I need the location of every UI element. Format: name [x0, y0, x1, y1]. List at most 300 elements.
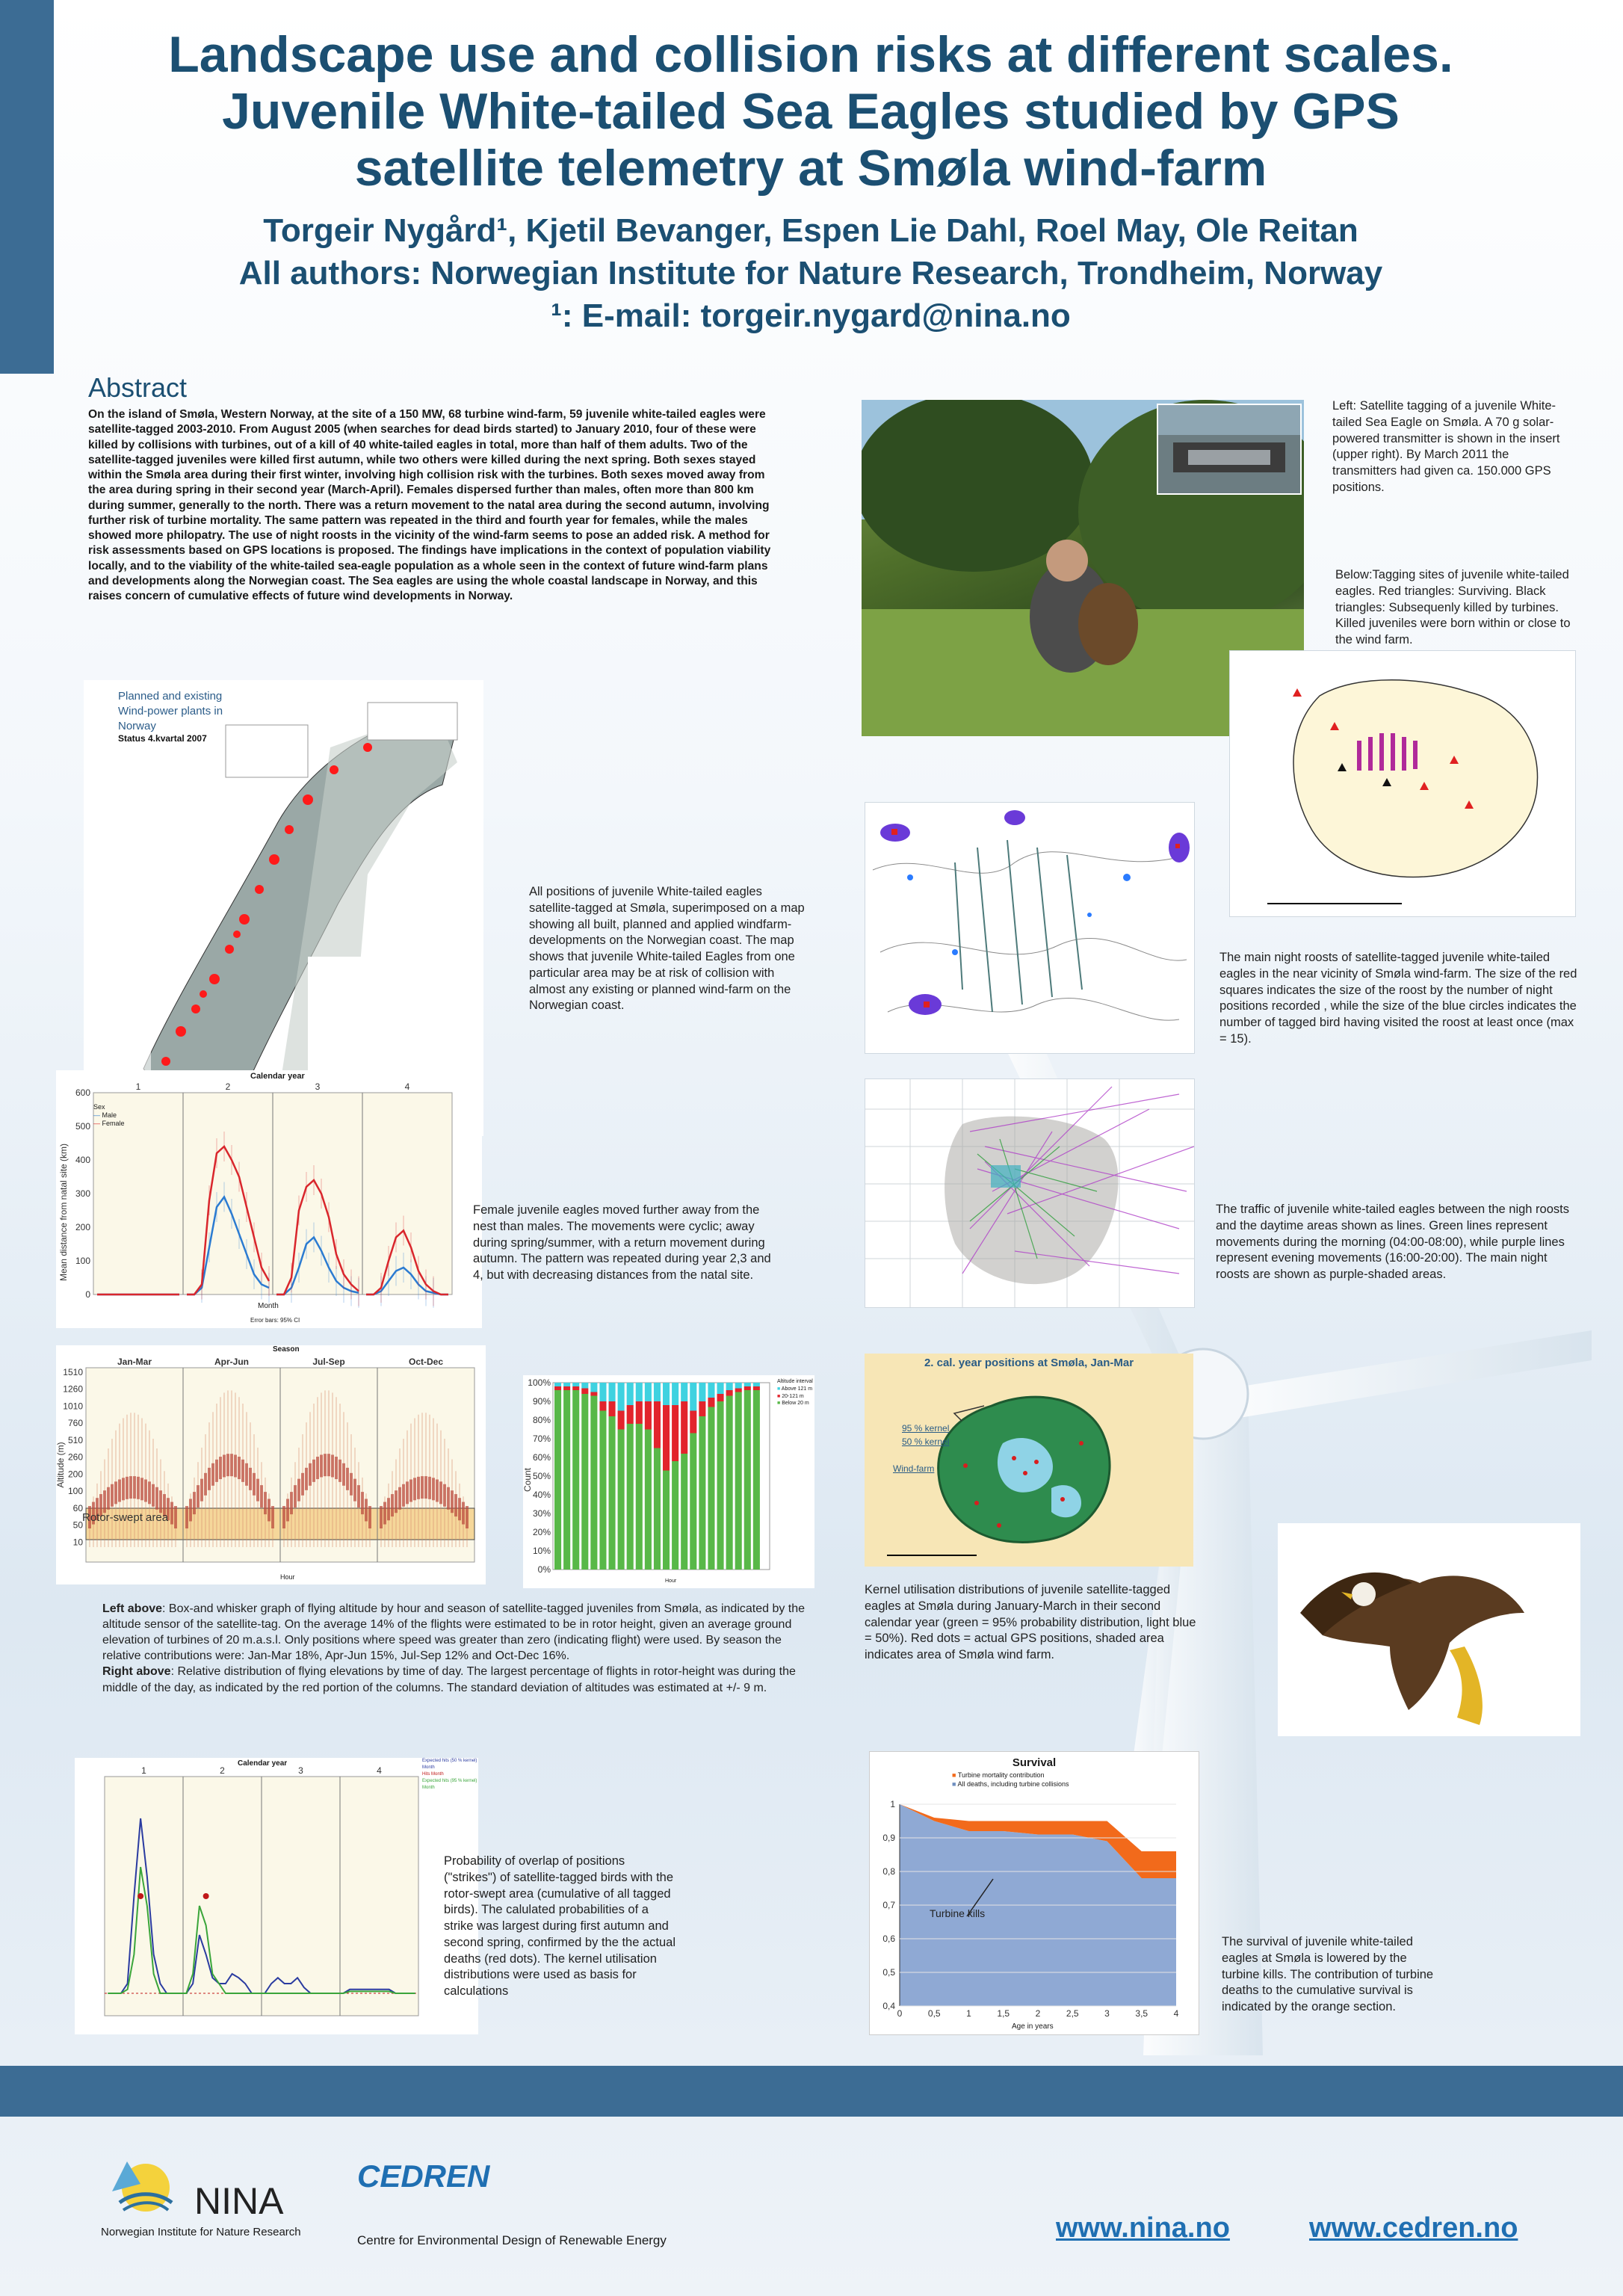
y-tick: 0,7	[882, 1900, 895, 1910]
y-tick: 200	[75, 1222, 90, 1232]
year-label: 3	[315, 1081, 321, 1092]
y-tick: 400	[75, 1155, 90, 1165]
y-tick: 40%	[532, 1490, 551, 1500]
bar-below	[554, 1390, 561, 1570]
box	[193, 1492, 196, 1514]
box	[368, 1506, 371, 1528]
bar-below	[690, 1434, 696, 1570]
strike-chart-title: Calendar year	[238, 1759, 288, 1768]
affiliation: All authors: Norwegian Institute for Nature Research, Trondheim, Norway	[238, 255, 1383, 292]
y-tick: 0,5	[882, 1967, 895, 1978]
box	[301, 1473, 304, 1496]
box	[424, 1476, 427, 1499]
box	[174, 1506, 177, 1528]
year-label: 2	[220, 1765, 225, 1776]
authors: Torgeir Nygård¹, Kjetil Bevanger, Espen Lie Dahl, Roel May, Ole Reitan	[263, 212, 1358, 249]
box	[428, 1477, 431, 1499]
x-tick: 0	[897, 2008, 903, 2019]
night-roosts-map	[865, 802, 1195, 1054]
y-axis-label: Altitude (m)	[56, 1442, 66, 1488]
norway-windpower-map	[84, 680, 483, 1136]
smola-tagging-map	[1230, 651, 1575, 916]
actual-death-dot	[137, 1893, 143, 1899]
bar-above	[609, 1383, 616, 1401]
box	[282, 1506, 285, 1528]
bar-above	[563, 1383, 570, 1386]
x-tick: 4	[1173, 2008, 1179, 2019]
y-tick: 760	[67, 1418, 83, 1429]
strike-legend-expected95: Expected hits (95 % kernel) Month	[422, 1779, 477, 1790]
bar-below	[726, 1396, 733, 1570]
box	[387, 1498, 390, 1520]
box	[137, 1477, 140, 1499]
bar-below	[663, 1471, 670, 1570]
x-tick: 2	[1035, 2008, 1041, 2019]
box	[200, 1479, 203, 1502]
bar-rotor	[554, 1386, 561, 1390]
year-label: 2	[225, 1081, 231, 1092]
y-tick: 100	[75, 1256, 90, 1266]
abstract-heading: Abstract	[88, 372, 188, 403]
y-tick: 600	[75, 1087, 90, 1098]
bar-below	[753, 1390, 760, 1570]
box	[398, 1487, 401, 1510]
box	[417, 1477, 420, 1499]
bar-below	[636, 1424, 643, 1570]
legend-male-label: Male	[102, 1111, 117, 1119]
box	[140, 1478, 143, 1500]
bar-rotor	[717, 1394, 724, 1401]
bar-above	[708, 1383, 714, 1398]
box	[245, 1463, 248, 1486]
nina-link[interactable]: www.nina.no	[1056, 2212, 1230, 2244]
bar-above	[599, 1383, 606, 1401]
legend-turbine: ■ Turbine mortality contribution	[952, 1771, 1045, 1779]
box	[219, 1457, 222, 1479]
transmitter-insert-scene	[1158, 405, 1300, 493]
bar-above	[699, 1383, 705, 1401]
title-line-3: satellite telemetry at Smøla wind-farm	[354, 140, 1267, 197]
bar-rotor	[735, 1389, 742, 1392]
x-tick: 3	[1104, 2008, 1110, 2019]
box	[185, 1506, 188, 1528]
y-tick: 500	[75, 1121, 90, 1132]
box	[443, 1484, 446, 1507]
altitude-left-label: Left above	[102, 1602, 163, 1615]
y-tick: 20%	[532, 1527, 551, 1537]
bar-above	[663, 1383, 670, 1405]
y-tick: 10%	[532, 1546, 551, 1556]
box	[391, 1494, 394, 1516]
x-tick: 0,5	[927, 2008, 941, 2019]
distance-legend	[93, 1103, 125, 1127]
turbine-kills-label: Turbine kills	[930, 1907, 986, 1919]
bar-above	[590, 1383, 597, 1392]
strike-legend-hits: Hits Month	[422, 1772, 444, 1777]
y-tick: 0%	[537, 1564, 551, 1575]
box	[338, 1460, 341, 1482]
strike-chart	[75, 1758, 478, 2034]
night-roosts-caption: The main night roosts of satellite-tagged juvenile white-tailed eagles in the near vicinity of Smøla wind-farm. The size of the red squares indicates the size of the roost by the number of night positions recorded , while the size of the blue circles indicates the number of tagged bird having visited the roost at least once (max = 15).	[1219, 951, 1577, 1046]
bar-rotor	[627, 1405, 634, 1424]
box	[215, 1460, 218, 1482]
legend-female-label: Female	[102, 1119, 125, 1127]
bar-below	[681, 1454, 687, 1570]
abstract-text: On the island of Smøla, Western Norway, at the site of a 150 MW, 68 turbine wind-farm, 59 juvenile white-tailed eagles were satellite-tagged 2003-2010. From August 2005 (when searches for dead birds started) to January 2010, four of these were killed by collisions with turbines, out of a kill of 40 white-tailed eagles in total, more than half of them adults. Two of the satellite-tagged juveniles were killed first autumn, while two others were killed during the next spring. Both sexes stayed within the Smøla area during their first winter, involving high collision risk with the turbines. Both sexes moved away from the area during spring in their second year (March-April). Females dispersed further than males, often more than 800 km during summer, generally to the north. There was a return movement to the natal area during the second autumn, involving further risk of turbine mortality. The same pattern was repeated in the third and fourth year for females, while the males showed more philopatry. The use of night roosts in the vicinity of the wind-farm seems to pose an added risk. A method for risk assessments based on GPS locations is proposed. The findings have implications in the context of population viability locally, and to the viability of the white-tailed sea-eagle population as a whole seen in the context of future wind-farm plans and developments along the Norwegian coast. The Sea eagles are using the whole coastal landscape in Norway, and this raises concern of cumulative effects of future wind developments in Norway.	[88, 408, 771, 603]
bar-rotor	[599, 1401, 606, 1411]
legend-all-label: All deaths, including turbine collisions	[957, 1780, 1069, 1788]
elevation-legend-title: Altitude interval	[777, 1379, 813, 1384]
y-tick: 0,9	[882, 1833, 895, 1843]
season-label: Apr-Jun	[214, 1357, 249, 1367]
bar-rotor	[681, 1401, 687, 1454]
strikes-caption: Probability of overlap of positions ("strikes") of satellite-tagged birds with the rotor-swept area (cumulative of all tagged birds). The calulated probabilities of a strike was largest during first autumn and second spring, confirmed by the the actual deaths (red dots). The kernel utilisation distributions were used as basis for calculations	[444, 1854, 676, 1999]
y-tick: 0,4	[882, 2001, 895, 2011]
y-tick: 1510	[63, 1367, 83, 1377]
y-tick: 200	[67, 1469, 83, 1480]
y-tick: 0	[85, 1289, 90, 1300]
rotor-swept-label: Rotor-swept area	[82, 1511, 169, 1524]
y-tick: 0,8	[882, 1866, 895, 1877]
box	[230, 1454, 233, 1476]
map-legend	[118, 689, 223, 745]
y-tick: 1010	[63, 1401, 83, 1412]
box	[439, 1481, 442, 1504]
bar-below	[708, 1407, 714, 1570]
y-tick: 50	[72, 1519, 83, 1531]
season-label: Jul-Sep	[312, 1357, 345, 1367]
bar-below	[618, 1430, 625, 1570]
box	[260, 1485, 263, 1507]
year-label: 4	[404, 1081, 410, 1092]
night-roosts-graphic	[865, 803, 1194, 1053]
box	[331, 1454, 334, 1477]
y-tick: 100%	[528, 1377, 551, 1388]
traffic-caption: The traffic of juvenile white-tailed eagles between the nigh roosts and the daytime areas shown as lines. Green lines represent movements during the morning (04:00-08:00), while purple lines represent evening movements (16:00-20:00). The main night roosts are shown as purple-shaded areas.	[1216, 1203, 1569, 1282]
box	[268, 1499, 270, 1521]
legend-male: ― Male	[93, 1111, 117, 1119]
box	[253, 1473, 256, 1496]
accent-bar	[0, 0, 54, 374]
box	[458, 1498, 461, 1520]
box	[208, 1468, 211, 1490]
box	[413, 1478, 416, 1500]
map-legend-line-3: Norway	[118, 719, 156, 732]
bar-below	[590, 1396, 597, 1570]
bar-rotor	[708, 1398, 714, 1407]
altitude-chart-plot	[56, 1345, 486, 1584]
bar-above	[627, 1383, 634, 1405]
traffic-lines-graphic	[865, 1079, 1194, 1307]
bar-rotor	[699, 1401, 705, 1416]
bar-above	[726, 1383, 733, 1390]
legend-below-label: Below 20 m	[782, 1401, 809, 1407]
y-tick: 300	[75, 1188, 90, 1199]
year-label: 1	[141, 1765, 146, 1776]
y-tick: 70%	[532, 1434, 551, 1444]
box	[324, 1454, 327, 1476]
bar-below	[717, 1401, 724, 1570]
bar-above	[572, 1383, 579, 1386]
elevation-chart-plot	[523, 1375, 814, 1588]
bar-rotor	[726, 1390, 733, 1396]
bar-rotor	[618, 1411, 625, 1430]
y-tick: 50%	[532, 1471, 551, 1481]
y-tick: 510	[67, 1434, 83, 1445]
box	[129, 1476, 132, 1499]
y-axis-label: Mean distance from natal site (km)	[58, 1143, 69, 1282]
legend-all: ■ All deaths, including turbine collisions	[952, 1780, 1069, 1788]
box	[365, 1499, 368, 1521]
bar-rotor	[581, 1389, 588, 1395]
box	[234, 1454, 237, 1477]
box	[361, 1492, 364, 1514]
tagging-sites-caption: Below:Tagging sites of juvenile white-tailed eagles. Red triangles: Surviving. Black triangles: Subsequenly killed by turbines. Killed juveniles were born within or close to the wind farm.	[1335, 568, 1571, 647]
box	[249, 1468, 252, 1490]
box	[327, 1454, 330, 1476]
distance-legend-title: Sex	[93, 1103, 105, 1111]
y-tick: 260	[67, 1451, 83, 1463]
y-tick: 30%	[532, 1508, 551, 1519]
box	[107, 1487, 110, 1510]
y-tick: 60	[72, 1502, 83, 1513]
traffic-map	[865, 1078, 1195, 1308]
box	[309, 1463, 312, 1486]
box	[271, 1506, 274, 1528]
title-line-2: Juvenile White-tailed Sea Eagles studied by GPS	[222, 83, 1400, 141]
bar-above	[681, 1383, 687, 1401]
bar-below	[672, 1461, 678, 1570]
box	[451, 1490, 454, 1513]
box	[148, 1481, 151, 1504]
season-label: Oct-Dec	[408, 1357, 444, 1367]
y-tick: 0,6	[882, 1934, 895, 1944]
bar-rotor	[590, 1392, 597, 1396]
bar-above	[654, 1383, 661, 1401]
tagging-caption: Left: Satellite tagging of a juvenile White-tailed Sea Eagle on Smøla. A 70 g solar-powered transmitter is shown in the insert (upper right). By March 2011 the transmitters had given ca. 150.000 GPS positions.	[1332, 399, 1560, 494]
box	[353, 1479, 356, 1502]
box	[286, 1499, 289, 1521]
box	[409, 1479, 412, 1502]
bar-above	[744, 1383, 751, 1386]
box	[264, 1492, 267, 1514]
bar-rotor	[690, 1411, 696, 1434]
box	[170, 1502, 173, 1525]
bar-above	[645, 1383, 652, 1401]
y-tick: 80%	[532, 1415, 551, 1425]
kernel-map-title: 2. cal. year positions at Smøla, Jan-Mar	[924, 1357, 1134, 1369]
survival-chart	[869, 1751, 1199, 2035]
bar-above	[672, 1383, 678, 1405]
box	[466, 1506, 469, 1528]
strike-legend-expected50: Expected hits (50 % kernel) Month	[422, 1759, 477, 1770]
bar-rotor	[753, 1386, 760, 1390]
bar-below	[572, 1390, 579, 1570]
box	[346, 1468, 349, 1490]
box	[152, 1484, 155, 1507]
distance-xlabel: Month	[258, 1302, 279, 1310]
altitude-xlabel: Hour	[280, 1573, 295, 1581]
box	[103, 1490, 106, 1513]
season-label: Jan-Mar	[117, 1357, 152, 1367]
poster-title	[60, 26, 1562, 197]
box	[122, 1478, 125, 1500]
box	[305, 1468, 308, 1490]
legend-female: ― Female	[93, 1119, 125, 1127]
distance-caption: Female juvenile eagles moved further away from the nest than males. The movements were cyclic; away during spring/summer, with a return movement during autumn. The pattern was repeated during year 2,3 and 4, but with decreasing distances from the natal site.	[473, 1203, 771, 1283]
bar-rotor	[636, 1401, 643, 1424]
email: ¹: E-mail: torgeir.nygard@nina.no	[551, 297, 1071, 335]
survival-title: Survival	[1012, 1756, 1057, 1769]
survival-caption: The survival of juvenile white-tailed eagles at Smøla is lowered by the turbine kills. The contribution of turbine deaths to the cumulative survival is indicated by the orange section.	[1222, 1935, 1434, 2014]
legend-rotor-label: 20-121 m	[782, 1393, 804, 1399]
bar-below	[563, 1390, 570, 1570]
box	[133, 1476, 136, 1499]
box	[211, 1463, 214, 1486]
box	[111, 1484, 114, 1507]
cedren-fullname: Centre for Environmental Design of Renewable Energy	[357, 2233, 667, 2247]
footer-band	[0, 2066, 1623, 2117]
x-tick: 3,5	[1135, 2008, 1149, 2019]
bar-above	[753, 1383, 760, 1386]
kernel-map	[865, 1354, 1193, 1567]
bar-below	[581, 1394, 588, 1570]
bar-below	[744, 1390, 751, 1570]
strike-legend	[422, 1758, 482, 1792]
bar-below	[645, 1430, 652, 1570]
box	[197, 1485, 200, 1507]
bar-below	[599, 1411, 606, 1570]
survival-xlabel: Age in years	[1012, 2022, 1054, 2031]
survival-legend	[952, 1771, 1069, 1789]
cedren-link[interactable]: www.cedren.no	[1309, 2212, 1518, 2244]
box	[316, 1457, 319, 1479]
map-positions-caption: All positions of juvenile White-tailed eagles satellite-tagged at Smøla, superimposed on a map showing all built, planned and applied windfarm-developments on the Norwegian coast. The map shows that juvenile White-tailed Eagles from one particular area may be at risk of collision with almost any existing or planned wind-farm on the Norwegian coast.	[529, 885, 805, 1013]
box	[380, 1506, 383, 1528]
legend-below: ■ Below 20 m	[777, 1401, 809, 1407]
box	[406, 1481, 409, 1504]
actual-death-dot	[203, 1893, 209, 1899]
altitude-right-label: Right above	[102, 1665, 171, 1679]
box	[402, 1484, 405, 1507]
kernel-95-label: 95 % kernel	[902, 1423, 950, 1434]
box	[454, 1494, 457, 1516]
bar-above	[581, 1383, 588, 1389]
bar-rotor	[663, 1405, 670, 1471]
box	[432, 1478, 435, 1500]
elevation-xlabel: Hour	[665, 1578, 677, 1584]
box	[383, 1502, 386, 1525]
box	[290, 1492, 293, 1514]
bar-rotor	[645, 1401, 652, 1430]
eagle-photo	[1278, 1523, 1580, 1736]
box	[155, 1487, 158, 1510]
legend-above-label: Above 121 m	[781, 1386, 813, 1392]
legend-rotor: ■ 20-121 m	[777, 1393, 804, 1399]
kernel-caption: Kernel utilisation distributions of juvenile satellite-tagged eagles at Smøla during January-March in their second calendar year (green = 95% probability distribution, light blue = 50%). Red dots = actual GPS positions, shaded area indicates area of Smøla wind farm.	[865, 1583, 1196, 1662]
tagging-sites-map	[1229, 650, 1576, 917]
nina-logo	[97, 2147, 187, 2218]
nina-logo-icon	[97, 2147, 187, 2218]
bar-below	[654, 1448, 661, 1570]
kernel-50-label: 50 % kernel	[902, 1436, 950, 1447]
y-tick: 1	[890, 1799, 895, 1809]
x-tick: 1	[966, 2008, 971, 2019]
bar-below	[735, 1392, 742, 1570]
box	[241, 1460, 244, 1482]
box	[320, 1454, 323, 1477]
bar-below	[609, 1416, 616, 1570]
altitude-caption	[102, 1601, 809, 1696]
bar-rotor	[609, 1401, 616, 1416]
y-tick: 10	[72, 1537, 83, 1548]
box	[462, 1502, 465, 1525]
altitude-left-text: : Box-and whisker graph of flying altitude by hour and season of satellite-tagged juveniles from Smøla, as indicated by the altitude sensor of the satellite-tag. On the average 14% of the flights were estimated to be in rotor height, given an average ground elevation of turbines of 20 m.a.s.l. Only positions where speed was greater than zero (indicating flight) were used. By season the relative contributions were: Jan-Mar 18%, Apr-Jun 15%, Jul-Sep 12% and Oct-Dec 16%.	[102, 1602, 806, 1663]
box	[144, 1479, 147, 1502]
bar-rotor	[654, 1401, 661, 1448]
y-tick: 1260	[63, 1383, 83, 1395]
bar-above	[717, 1383, 724, 1394]
box	[159, 1490, 162, 1513]
map-status: Status 4.kvartal 2007	[118, 733, 207, 744]
box	[238, 1457, 241, 1479]
altitude-chart	[56, 1345, 486, 1584]
box	[447, 1487, 450, 1510]
legend-turbine-label: Turbine mortality contribution	[957, 1771, 1045, 1779]
box	[335, 1457, 338, 1479]
box	[312, 1460, 315, 1482]
box	[126, 1477, 129, 1499]
box	[256, 1479, 259, 1502]
legend-above: ■ Above 121 m	[777, 1386, 813, 1392]
distance-chart-title: Calendar year	[250, 1072, 305, 1081]
bar-below	[627, 1424, 634, 1570]
kernel-map-graphic	[865, 1354, 1193, 1567]
wind-farm-label: Wind-farm	[893, 1463, 935, 1474]
distance-chart	[56, 1070, 482, 1328]
box	[357, 1485, 360, 1507]
cedren-name: CEDREN	[357, 2158, 490, 2194]
box	[350, 1473, 353, 1496]
title-line-1: Landscape use and collision risks at different scales.	[168, 26, 1453, 83]
box	[294, 1485, 297, 1507]
box	[118, 1479, 121, 1502]
x-tick: 1,5	[997, 2008, 1010, 2019]
bar-above	[554, 1383, 561, 1386]
box	[204, 1473, 207, 1496]
year-label: 4	[377, 1765, 382, 1776]
y-axis-label: Count	[523, 1467, 533, 1493]
bar-above	[636, 1383, 643, 1401]
flying-eagle-graphic	[1278, 1523, 1580, 1736]
nina-fullname: Norwegian Institute for Nature Research	[101, 2226, 301, 2238]
box	[223, 1454, 226, 1477]
box	[436, 1479, 439, 1502]
bar-below	[699, 1416, 705, 1570]
transmitter-insert-photo	[1157, 404, 1302, 495]
altitude-chart-title: Season	[273, 1345, 300, 1354]
y-tick: 100	[67, 1486, 83, 1497]
x-tick: 2,5	[1066, 2008, 1079, 2019]
map-legend-line-1: Planned and existing	[118, 690, 223, 703]
bar-above	[735, 1383, 742, 1389]
box	[297, 1479, 300, 1502]
box	[342, 1463, 345, 1486]
box	[421, 1476, 424, 1499]
bar-rotor	[744, 1386, 751, 1390]
distance-footnote: Error bars: 95% CI	[250, 1317, 300, 1324]
bar-above	[690, 1383, 696, 1411]
